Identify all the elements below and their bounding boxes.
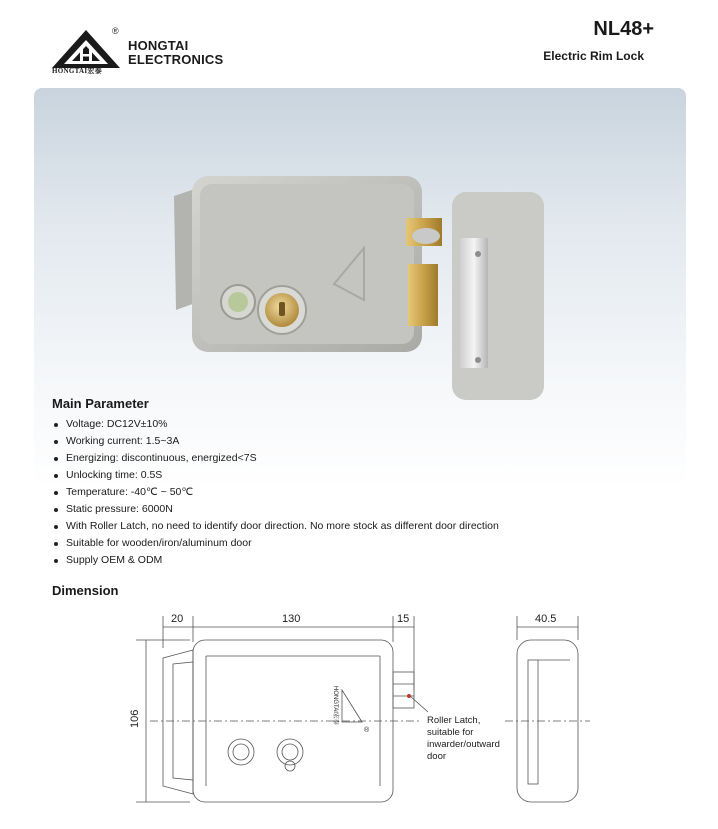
note-line-3: inwarder/outward xyxy=(427,739,500,750)
param-temperature: Temperature: -40℃ ~ 50℃ xyxy=(52,484,499,501)
param-unlocking-time: Unlocking time: 0.5S xyxy=(52,467,499,484)
product-subtitle: Electric Rim Lock xyxy=(543,49,644,63)
registered-mark: ® xyxy=(112,26,119,36)
dimension-drawing xyxy=(0,600,718,829)
brand-name: HONGTAI xyxy=(128,38,189,53)
param-working-current: Working current: 1.5~3A xyxy=(52,433,499,450)
brand-division: ELECTRONICS xyxy=(128,52,224,67)
param-energizing: Energizing: discontinuous, energized<7S xyxy=(52,450,499,467)
dimension-heading: Dimension xyxy=(52,583,119,598)
param-static-pressure: Static pressure: 6000N xyxy=(52,501,499,518)
main-parameter-heading: Main Parameter xyxy=(52,396,149,411)
dim-15-label: 15 xyxy=(397,613,410,625)
param-voltage: Voltage: DC12V±10% xyxy=(52,416,499,433)
dim-106-label: 106 xyxy=(129,709,141,728)
lock-brand-label: HONGTAI宏泰 xyxy=(332,686,338,725)
param-roller-latch: With Roller Latch, no need to identify door direction. No more stock as different door direction xyxy=(52,518,499,535)
note-line-2: suitable for xyxy=(427,727,474,738)
dim-20-label: 20 xyxy=(171,613,184,625)
parameter-list xyxy=(52,416,499,569)
lock-registered-mark: ® xyxy=(364,727,370,734)
param-door-types: Suitable for wooden/iron/aluminum door xyxy=(52,535,499,552)
dim-405-label: 40.5 xyxy=(535,613,557,625)
param-oem-odm: Supply OEM & ODM xyxy=(52,552,499,569)
note-line-4: door xyxy=(427,751,447,762)
logo-subtext: HONGTAI宏泰 xyxy=(52,67,103,75)
dim-130-label: 130 xyxy=(282,613,301,625)
model-number: NL48+ xyxy=(593,18,654,40)
note-line-1: Roller Latch, xyxy=(427,715,481,726)
